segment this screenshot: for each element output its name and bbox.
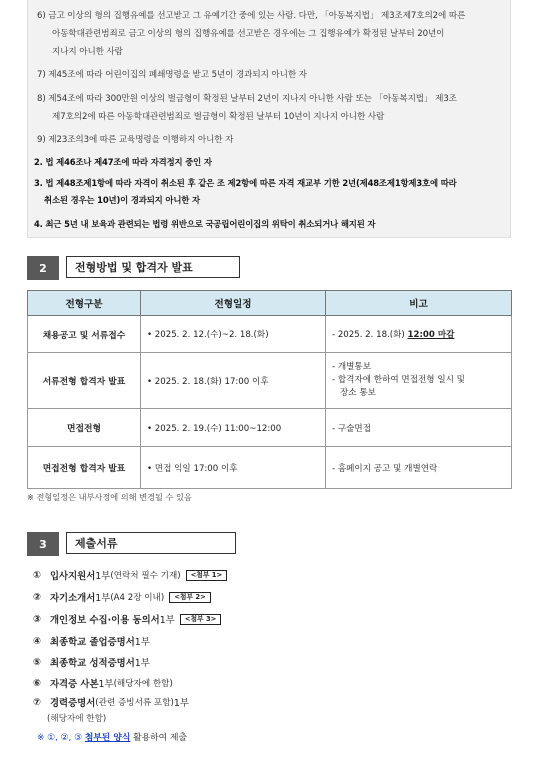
document-qty: 1부 [134,658,150,669]
deadline-emphasis: 12:00 마감 [407,330,455,340]
sub-item-6-line3: 지나지 아니한 사람 [52,47,123,57]
footnote-suffix: 활용하여 제출 [130,733,187,743]
stage-cell: 면접전형 합격자 발표 [28,447,141,489]
item-mark: ⑤ [33,656,41,668]
attached-form-link[interactable]: 첨부된 양식 [84,733,131,743]
note-cell: - 홈페이지 공고 및 개별연락 [326,447,512,489]
document-detail: (해당자에 한함) [113,679,173,689]
item-3-line1: 3. 법 제48조제1항에 따라 자격이 취소된 후 같은 조 제2항에 따른 자격 재교부 기한 2년(제48조제1항제3호에 따라 [34,178,457,188]
schedule-footnote: ※ 전형일정은 내부사정에 의해 변경될 수 있음 [27,492,192,502]
table-row [28,409,512,447]
item-2: 2. 법 제46조나 제47조에 따라 자격정지 중인 자 [34,157,212,167]
item-3-line2: 취소된 경우는 10년)이 경과되지 아니한 자 [44,195,200,205]
section-2-title: 전형방법 및 합격자 발표 [66,256,240,278]
item-mark: ⑥ [33,677,41,689]
note-line: 장소 통보 [340,388,376,398]
document-qty: 1부 [95,593,111,604]
document-name: 자격증 사본 [50,679,99,690]
sub-item-8-line1: 8) 제54조에 따라 300만원 이상의 벌금형이 확정된 날부터 2년이 지나지 아니한 사람 또는 「아동복지법」 제3조 [37,94,457,104]
document-detail: (A4 2장 이내) [110,593,165,603]
document-name: 입사지원서 [50,571,96,582]
document-qty: 1부 [173,698,189,709]
schedule-cell: • 면접 익일 17:00 이후 [141,447,326,489]
document-item-3 [33,612,221,626]
document-name: 최종학교 성적증명서 [50,658,135,669]
document-item-5 [33,655,150,669]
note-line: - 합격자에 한하여 면접전형 일시 및 [332,375,465,385]
document-name: 개인정보 수집·이용 동의서 [50,615,160,626]
stage-cell: 채용공고 및 서류접수 [28,316,141,353]
schedule-table [27,290,512,489]
sub-item-7: 7) 제45조에 따라 어린이집의 폐쇄명령을 받고 5년이 경과되지 아니한 자 [37,70,307,80]
table-row [28,316,512,353]
footnote-prefix: ※ ①, ②, ③ [37,733,85,743]
header-note: 비고 [326,291,512,316]
section-3-heading [27,532,242,556]
item-mark: ⑦ [33,696,41,708]
document-item-6 [33,676,173,690]
note-text: - 2025. 2. 18.(화) [332,330,408,340]
document-qty: 1부 [159,615,175,626]
schedule-cell: • 2025. 2. 18.(화) 17:00 이후 [141,353,326,409]
sub-item-6-line1: 6) 금고 이상의 형의 집행유예를 선고받고 그 유예기간 중에 있는 사람. 다만, 「아동복지법」 제3조제7호의2에 따른 [37,11,466,21]
document-qty: 1부 [134,637,150,648]
attachment-tag: <첨부 1> [186,570,228,581]
schedule-cell: • 2025. 2. 19.(수) 11:00~12:00 [141,409,326,447]
section-3-number: 3 [27,532,59,556]
section-2-heading [27,256,247,280]
sub-item-8-line2: 제7호의2에 따른 아동학대관련범죄로 벌금형이 확정된 날부터 10년이 지나지 아니한 사람 [52,112,385,122]
document-item-4 [33,634,150,648]
item-mark: ④ [33,635,41,647]
note-line: - 개별통보 [332,362,372,372]
stage-cell: 면접전형 [28,409,141,447]
document-name: 자기소개서 [50,593,96,604]
header-stage: 전형구분 [28,291,141,316]
document-qty: 1부 [98,679,114,690]
document-name: 경력증명서 [50,698,96,709]
sub-item-9: 9) 제23조의3에 따른 교육명령을 이행하지 아니한 자 [37,135,234,145]
document-detail: (관련 증빙서류 포함) [95,698,174,708]
item-4: 4. 최근 5년 내 보육과 관련되는 법령 위반으로 국공립어린이집의 위탁이 취소되거나 해지된 자 [34,219,376,229]
section-3-title: 제출서류 [66,532,236,554]
note-cell [326,316,512,353]
document-item-7 [33,695,189,709]
document-qty: 1부 [95,571,111,582]
document-item-7-continuation: (해당자에 한함) [47,714,107,724]
item-mark: ① [33,569,41,581]
table-header-row [28,291,512,316]
schedule-cell: • 2025. 2. 12.(수)~2. 18.(화) [141,316,326,353]
header-schedule: 전형일정 [141,291,326,316]
document-detail: (연락처 필수 기재) [110,571,181,581]
note-cell [326,353,512,409]
document-item-1 [33,568,227,582]
sub-item-6-line2: 아동학대관련범죄로 금고 이상의 형의 집행유예를 선고받은 경우에는 그 집행유예가 확정된 날부터 20년이 [52,29,445,39]
item-mark: ③ [33,613,41,625]
item-mark: ② [33,591,41,603]
note-cell: - 구술면접 [326,409,512,447]
attachment-footnote [37,730,187,743]
attachment-tag: <첨부 2> [169,592,211,603]
stage-cell: 서류전형 합격자 발표 [28,353,141,409]
table-row [28,353,512,409]
section-2-number: 2 [27,256,59,280]
document-name: 최종학교 졸업증명서 [50,637,135,648]
attachment-tag: <첨부 3> [180,614,222,625]
document-item-2 [33,590,211,604]
table-row [28,447,512,489]
